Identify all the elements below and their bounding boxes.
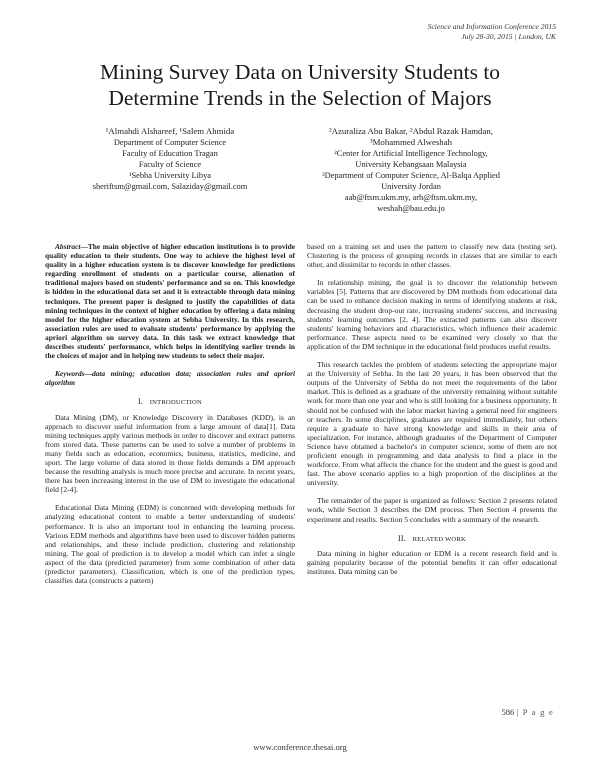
conference-header <box>428 22 556 42</box>
abstract-text: The main objective of higher education institutions is to provide quality education to their students. One way to achieve the highest level of quality in a higher education system is to discover knowledge for predictions regarding enrollment of students on a particular course, alienation of traditional majors based on students' performance and so on. This knowledge is hidden in the educational data set and it is extractable through data mining techniques. The present paper is designed to justify the capabilities of data mining techniques in the context of higher education by offering a data mining model for the higher education system at Sebha University. In this research, association rules are used to evaluate students' performance by applying the apriori algorithm on survey data. In this task we extract knowledge that describes students' performance, which helps in identifying earlier trends in the choices of major and in helping new students to select their major. <box>45 242 295 361</box>
keywords-text: data mining; education data; association rules and apriori algorithm <box>45 369 295 388</box>
abstract-label: Abstract— <box>55 242 88 251</box>
author-dept-right: ³Department of Computer Science, Al-Balqa Applied <box>322 171 500 180</box>
page-label: | P a g e <box>516 707 554 717</box>
intro-paragraph-2: Educational Data Mining (EDM) is concerned with developing methods for analyzing educational content to enable a better understanding of students' performance. It is also an important tool in enhancing the learning process. Various EDM methods and algorithms have been used to discover hidden patterns and relationships, and these include prediction, clustering and relationship mining. The goal of prediction is to develop a model which can infer a single aspect of the data (predicted parameter) from some combination of other data (predictor parameters). Classification, which is one of the prediction types, classifies data (constructs a pattern) <box>45 503 295 586</box>
keywords-label: Keywords— <box>55 369 92 379</box>
author-block-right <box>296 126 526 214</box>
section-heading-introduction <box>45 397 295 407</box>
author-center-right: ²Center for Artificial Intelligence Technology, <box>334 149 488 158</box>
section-title: RELATED WORK <box>412 535 466 543</box>
page-number <box>501 707 554 717</box>
conference-dates: July 28-30, 2015 | London, UK <box>461 32 556 41</box>
conference-name: Science and Information Conference 2015 <box>427 22 556 31</box>
related-work-paragraph-1: Data mining in higher education or EDM is a recent research field and is gaining popularity because of the potential benefits it can offer educational institutes. Data mining can be <box>307 548 557 576</box>
section-title: INTRODUCTION <box>149 399 202 407</box>
page-number-value: 586 <box>501 707 515 717</box>
right-paragraph-3: This research tackles the problem of students selecting the appropriate major at the University of Sebha. In the last 20 years, it has been observed that the outputs of the University of Sebha do not meet the requirements of the labor market. This is defined as a graduate of the university remaining without suitable work for more than one year and who is still looking for a business opportunity. It should not be confused with the labor market having a general need for engineers or teachers. In some disciplines, graduates are required immediately, but others require a graduate to have strong knowledge and skills in their area of specialization. For instance, although graduates of the Department of Computer Science have obtained a bachelor's in computer science, some of them are not proficient enough in programming and data analysis to find a place in the workforce. From what affects the chance for the student and the guest is good and fast. The above scenario applies to a high proportion of the disciplines at the university. <box>307 360 557 488</box>
right-paragraph-4: The remainder of the paper is organized as follows: Section 2 presents related work, while Section 3 describes the DM process. Then Section 4 presents the experiment and results. Section 5 concludes with a summary of the research. <box>307 496 557 524</box>
author-university-right: University Kebangsaan Malaysia <box>355 160 467 169</box>
paper-title-line-2: Determine Trends in the Selection of Majors <box>108 86 492 110</box>
author-faculty-left: Faculty of Education Tragan <box>122 149 218 158</box>
author-emails-left: sheriftsm@gmail.com, Salaziday@gmail.com <box>92 182 248 191</box>
author-names-right-2: ³Mohammed Alweshah <box>369 137 453 147</box>
left-column <box>45 242 295 585</box>
keywords <box>45 369 295 387</box>
author-university2-right: University Jordan <box>381 182 441 191</box>
author-names-right: ²Azuraliza Abu Bakar, ²Abdul Razak Hamdan, <box>329 126 493 136</box>
section-heading-related-work <box>307 534 557 544</box>
paper-title <box>40 59 560 111</box>
author-emails-right: aab@ftsm.ukm.my, arh@ftsm.ukm.my, <box>344 193 478 202</box>
abstract <box>45 242 295 360</box>
footer-url: www.conference.thesai.org <box>253 742 347 752</box>
author-names-left: ¹Almahdi Alshareef, ¹Salem Ahmida <box>105 126 235 136</box>
right-column <box>307 242 557 576</box>
author-university-left: ¹Sebha University Libya <box>128 171 212 180</box>
paper-title-line-1: Mining Survey Data on University Students to <box>99 60 501 84</box>
right-paragraph-1: based on a training set and uses the pattern to classify new data (testing set). Clustering is the process of grouping records in classes that are similar to each other, and dissimilar to records in other classes. <box>307 242 557 270</box>
section-number: II. <box>398 533 406 543</box>
author-block-left <box>70 126 270 192</box>
section-number: I. <box>138 397 144 407</box>
author-dept-left: Department of Computer Science <box>113 138 227 147</box>
author-faculty2-left: Faculty of Science <box>138 160 202 169</box>
author-emails2-right: weshah@bau.edu.jo <box>377 204 445 213</box>
right-paragraph-2: In relationship mining, the goal is to discover the relationship between variables [5]. Patterns that are discovered by DM methods from educational data can be used to enhance decision making in terms of identifying students at risk, decreasing the student drop-out rate, increasing students' success, and increasing students' learning outcomes [2, 4]. The extracted patterns can also discover students' learning behaviors and characteristics, which influence their academic performance. These aspects need to be examined very closely so that the application of the DM technique in the educational field produces useful results. <box>307 278 557 351</box>
intro-paragraph-1: Data Mining (DM), or Knowledge Discovery in Databases (KDD), is an approach to discover useful information from a large amount of data[1]. Data mining techniques apply various methods in order to discover and extract patterns from stored data. These patterns can be used to solve a number of problems in many fields such as education, economics, business, statistics, medicine, and sport. The large volume of data stored in those fields demands a DM approach because the resulting analysis is much more precise and accurate. In recent years, there has been increasing interest in the use of DM to investigate the educational field [2-4]. <box>45 412 295 495</box>
